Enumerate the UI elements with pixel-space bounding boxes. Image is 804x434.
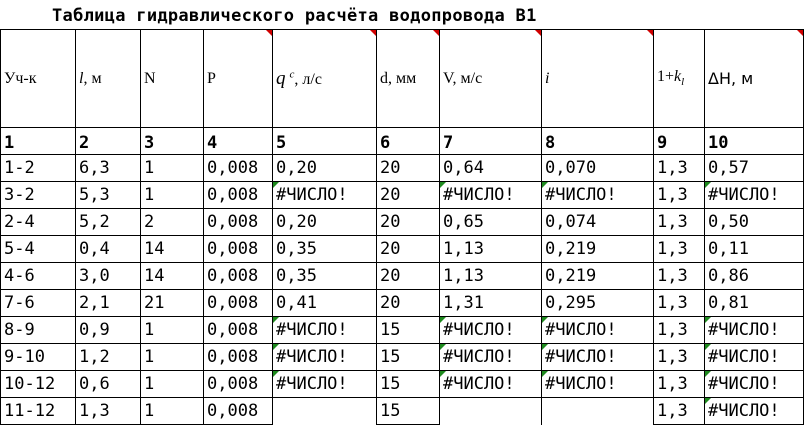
table-cell[interactable]: 1,3 <box>76 398 141 425</box>
error-indicator <box>705 371 711 377</box>
table-cell[interactable]: 0,35 <box>273 263 377 290</box>
table-cell[interactable]: 1,3 <box>654 182 705 209</box>
header-cell-slope[interactable]: i <box>542 30 654 128</box>
error-indicator <box>440 182 446 188</box>
column-number-cell[interactable]: 10 <box>705 128 804 155</box>
table-row <box>1 371 804 398</box>
table-cell[interactable]: 5,3 <box>76 182 141 209</box>
column-number-cell[interactable]: 8 <box>542 128 654 155</box>
table-cell[interactable]: 1 <box>141 155 204 182</box>
table-cell[interactable]: 15 <box>377 317 440 344</box>
table-cell[interactable]: 0,6 <box>76 371 141 398</box>
table-cell[interactable]: #ЧИСЛО! <box>440 371 542 398</box>
error-indicator <box>542 317 548 323</box>
table-cell[interactable]: 0,008 <box>204 209 273 236</box>
table-cell[interactable]: #ЧИСЛО! <box>440 344 542 371</box>
error-indicator <box>542 371 548 377</box>
table-cell[interactable]: 6,3 <box>76 155 141 182</box>
table-cell[interactable]: 1,3 <box>654 371 705 398</box>
header-cell-head-loss[interactable]: ΔH, м <box>705 30 804 128</box>
table-cell[interactable]: 0,81 <box>705 290 804 317</box>
table-cell[interactable]: 1,3 <box>654 290 705 317</box>
table-row <box>1 344 804 371</box>
table-cell[interactable]: 1,3 <box>654 263 705 290</box>
table-cell[interactable]: 9-10 <box>1 344 76 371</box>
table-cell[interactable]: #ЧИСЛО! <box>273 371 377 398</box>
table-cell[interactable]: 14 <box>141 236 204 263</box>
table-cell[interactable]: 0,57 <box>705 155 804 182</box>
table-row <box>1 155 804 182</box>
table-cell[interactable]: 0,41 <box>273 290 377 317</box>
column-number-cell[interactable]: 7 <box>440 128 542 155</box>
comment-marker <box>266 30 272 36</box>
table-cell[interactable]: 20 <box>377 263 440 290</box>
table-cell[interactable]: 0,50 <box>705 209 804 236</box>
error-indicator <box>440 371 446 377</box>
table-cell[interactable]: 0,008 <box>204 317 273 344</box>
table-cell[interactable]: 1 <box>141 317 204 344</box>
table-cell[interactable]: #ЧИСЛО! <box>705 344 804 371</box>
table-cell[interactable]: 0,008 <box>204 236 273 263</box>
table-cell[interactable]: 1,31 <box>440 290 542 317</box>
table-cell[interactable]: #ЧИСЛО! <box>440 182 542 209</box>
comment-marker <box>797 30 803 36</box>
table-cell[interactable]: 0,4 <box>76 236 141 263</box>
table-cell[interactable]: 0,219 <box>542 263 654 290</box>
header-cell-coefficient[interactable]: $1+k_l$ <box>654 30 705 128</box>
table-cell[interactable]: 1,3 <box>654 398 705 425</box>
table-cell[interactable]: 2-4 <box>1 209 76 236</box>
table-cell[interactable]: #ЧИСЛО! <box>273 344 377 371</box>
column-number-cell[interactable]: 2 <box>76 128 141 155</box>
table-cell[interactable]: #ЧИСЛО! <box>705 398 804 425</box>
table-cell[interactable]: 7-6 <box>1 290 76 317</box>
table-cell[interactable]: #ЧИСЛО! <box>440 317 542 344</box>
table-cell[interactable]: #ЧИСЛО! <box>542 182 654 209</box>
table-cell[interactable]: 0,070 <box>542 155 654 182</box>
table-cell[interactable]: 0,008 <box>204 182 273 209</box>
table-cell[interactable]: 0,008 <box>204 290 273 317</box>
table-cell[interactable]: #ЧИСЛО! <box>705 317 804 344</box>
table-cell[interactable]: 0,219 <box>542 236 654 263</box>
table-row <box>1 398 804 425</box>
table-row <box>1 182 804 209</box>
table-cell[interactable]: 3,0 <box>76 263 141 290</box>
table-cell[interactable]: 1-2 <box>1 155 76 182</box>
table-cell[interactable]: 10-12 <box>1 371 76 398</box>
table-cell[interactable]: 1 <box>141 182 204 209</box>
error-indicator <box>705 182 711 188</box>
table-cell[interactable]: 0,86 <box>705 263 804 290</box>
table-cell[interactable]: 1 <box>141 398 204 425</box>
table-cell[interactable]: 1 <box>141 344 204 371</box>
table-cell[interactable]: 1,2 <box>76 344 141 371</box>
table-row <box>1 236 804 263</box>
error-indicator <box>705 317 711 323</box>
error-indicator <box>705 344 711 350</box>
table-row <box>1 317 804 344</box>
table-cell[interactable]: 20 <box>377 290 440 317</box>
table-title: Таблица гидравлического расчёта водопровода В1 <box>52 6 537 26</box>
table-cell[interactable]: 11-12 <box>1 398 76 425</box>
table-cell[interactable]: 20 <box>377 182 440 209</box>
column-number-cell[interactable]: 5 <box>273 128 377 155</box>
table-cell[interactable]: 2 <box>141 209 204 236</box>
header-row <box>1 30 804 128</box>
table-cell[interactable]: 8-9 <box>1 317 76 344</box>
column-number-row <box>1 128 804 155</box>
table-cell[interactable]: #ЧИСЛО! <box>705 371 804 398</box>
table-cell[interactable]: 5-4 <box>1 236 76 263</box>
error-indicator <box>542 182 548 188</box>
table-cell[interactable]: #ЧИСЛО! <box>273 317 377 344</box>
comment-marker <box>370 30 376 36</box>
table-cell[interactable] <box>542 398 654 425</box>
error-indicator <box>705 398 711 404</box>
table-cell[interactable]: 1,13 <box>440 236 542 263</box>
column-number-cell[interactable]: 9 <box>654 128 705 155</box>
table-cell[interactable]: 20 <box>377 209 440 236</box>
comment-marker <box>433 30 439 36</box>
table-cell[interactable]: #ЧИСЛО! <box>542 371 654 398</box>
table-cell[interactable]: 0,008 <box>204 371 273 398</box>
error-indicator <box>440 317 446 323</box>
table-cell[interactable]: 1,3 <box>654 344 705 371</box>
error-indicator <box>440 344 446 350</box>
table-cell[interactable]: #ЧИСЛО! <box>705 182 804 209</box>
table-cell[interactable]: #ЧИСЛО! <box>273 182 377 209</box>
header-cell-flow[interactable]: q $^c$, л/с <box>273 30 377 128</box>
error-indicator <box>273 371 279 377</box>
table-cell[interactable]: 2,1 <box>76 290 141 317</box>
table-cell[interactable]: 0,008 <box>204 263 273 290</box>
header-cell-p[interactable]: P <box>204 30 273 128</box>
table-cell[interactable]: 0,074 <box>542 209 654 236</box>
table-cell[interactable]: 1 <box>141 371 204 398</box>
table-cell[interactable]: 0,008 <box>204 155 273 182</box>
error-indicator <box>273 344 279 350</box>
column-number-cell[interactable]: 3 <box>141 128 204 155</box>
table-cell[interactable]: #ЧИСЛО! <box>542 344 654 371</box>
error-indicator <box>273 182 279 188</box>
table-cell[interactable]: #ЧИСЛО! <box>542 317 654 344</box>
table-cell[interactable]: 5,2 <box>76 209 141 236</box>
table-cell[interactable] <box>440 398 542 425</box>
column-number-cell[interactable]: 6 <box>377 128 440 155</box>
error-indicator <box>273 317 279 323</box>
table-cell[interactable]: 15 <box>377 344 440 371</box>
table-cell[interactable]: 0,008 <box>204 344 273 371</box>
column-number-cell[interactable]: 1 <box>1 128 76 155</box>
header-cell-diameter[interactable]: d, мм <box>377 30 440 128</box>
column-number-cell[interactable]: 4 <box>204 128 273 155</box>
hydraulic-table <box>0 29 804 425</box>
header-cell-velocity[interactable]: V, м/с <box>440 30 542 128</box>
header-cell-n[interactable]: N <box>141 30 204 128</box>
table-cell[interactable]: 1,3 <box>654 317 705 344</box>
table-cell[interactable] <box>273 398 377 425</box>
table-cell[interactable]: 0,9 <box>76 317 141 344</box>
table-cell[interactable]: 1,3 <box>654 155 705 182</box>
error-indicator <box>542 344 548 350</box>
table-cell[interactable]: 1,13 <box>440 263 542 290</box>
header-cell-section[interactable]: Уч-к <box>1 30 76 128</box>
comment-marker <box>647 30 653 36</box>
table-cell[interactable]: 0,65 <box>440 209 542 236</box>
table-row <box>1 290 804 317</box>
table-cell[interactable]: 0,20 <box>273 155 377 182</box>
table-cell[interactable]: 0,008 <box>204 398 273 425</box>
table-cell[interactable]: 0,20 <box>273 209 377 236</box>
table-cell[interactable]: 21 <box>141 290 204 317</box>
table-row <box>1 209 804 236</box>
table-cell[interactable]: 20 <box>377 236 440 263</box>
table-cell[interactable]: 0,295 <box>542 290 654 317</box>
table-cell[interactable]: 15 <box>377 398 440 425</box>
table-cell[interactable]: 3-2 <box>1 182 76 209</box>
table-cell[interactable]: 0,35 <box>273 236 377 263</box>
table-cell[interactable]: 1,3 <box>654 236 705 263</box>
table-cell[interactable]: 14 <box>141 263 204 290</box>
table-cell[interactable]: 4-6 <box>1 263 76 290</box>
table-cell[interactable]: 0,11 <box>705 236 804 263</box>
table-row <box>1 263 804 290</box>
header-cell-length[interactable]: l, м <box>76 30 141 128</box>
table-cell[interactable]: 15 <box>377 371 440 398</box>
table-cell[interactable]: 1,3 <box>654 209 705 236</box>
table-cell[interactable]: 0,64 <box>440 155 542 182</box>
comment-marker <box>535 30 541 36</box>
table-cell[interactable]: 20 <box>377 155 440 182</box>
